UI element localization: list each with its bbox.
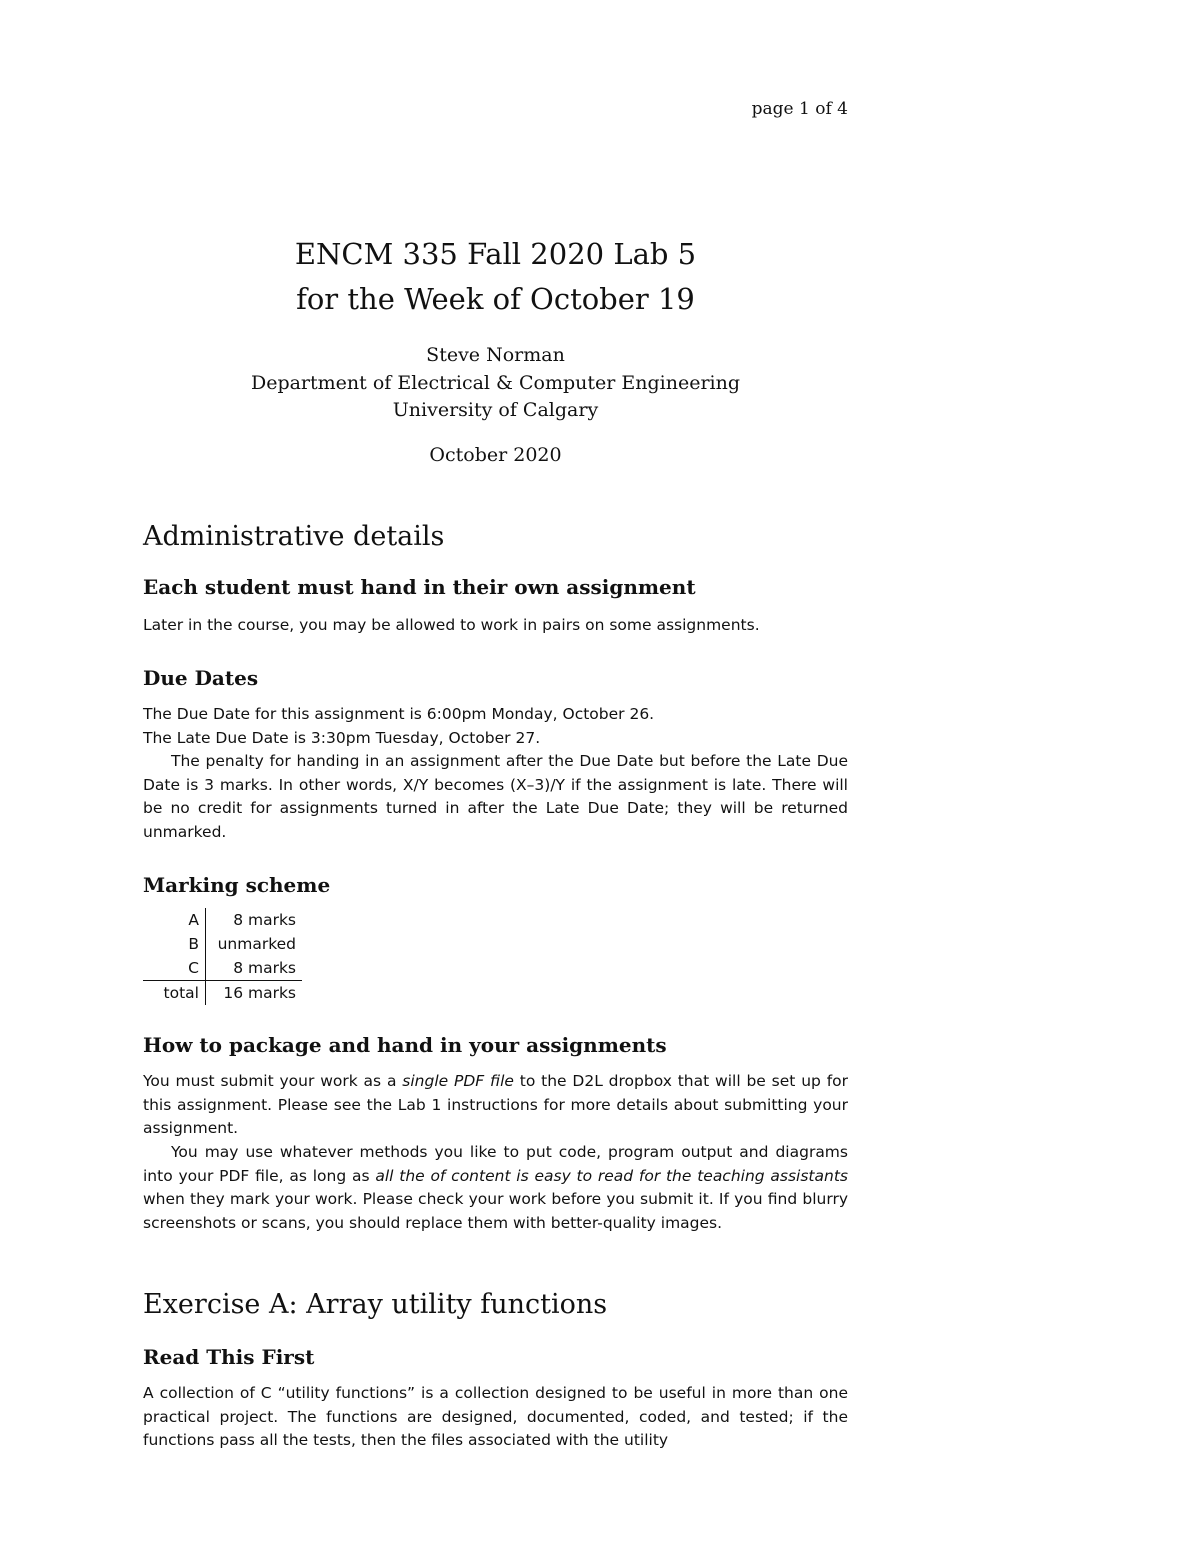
late-due-date-line: The Late Due Date is 3:30pm Tuesday, October 27.: [143, 729, 541, 747]
package-p2-emphasis: all the of content is easy to read for the teaching assistants: [375, 1166, 848, 1185]
marking-scheme-table: [143, 908, 302, 1005]
document-title: [143, 232, 848, 322]
package-p1-text-b: to the D2L dropbox that will be set up for this assignment. Please see the Lab 1 instructions for more details about submitting your assignment.: [143, 1072, 849, 1138]
penalty-paragraph: The penalty for handing in an assignment after the Due Date but before the Late Due Date is 3 marks. In other words, X/Y becomes (X–3)/Y if the assignment is late. There will be no credit for assignments turned in after the Late Due Date; they will be returned unmarked.: [143, 752, 848, 841]
package-p1-emphasis: single PDF file: [402, 1072, 514, 1090]
marking-marks: 8 marks: [206, 956, 303, 981]
author-block: [143, 342, 848, 425]
marking-total-label: total: [143, 981, 206, 1006]
document-date: October 2020: [429, 444, 562, 466]
section-heading-admin: Administrative details: [143, 521, 445, 552]
subheading-own-assignment: Each student must hand in their own assignment: [143, 575, 696, 599]
section-heading-exercise-a: Exercise A: Array utility functions: [143, 1289, 608, 1320]
marking-total-marks: 16 marks: [223, 984, 296, 1002]
author-department: Department of Electrical & Computer Engineering: [250, 371, 741, 394]
package-p1-text-a: You must submit your work as a: [143, 1072, 403, 1090]
package-p2-text-b: when they mark your work. Please check your work before you submit it. If you find blurry screenshots or scans, you should replace them with better-quality images.: [143, 1190, 848, 1232]
marking-part: A: [143, 908, 206, 932]
title-line-1: ENCM 335 Fall 2020 Lab 5: [294, 237, 697, 271]
marking-marks: unmarked: [217, 935, 296, 953]
marking-part: C: [143, 956, 206, 981]
package-paragraph-2: [143, 1141, 848, 1235]
marking-marks: 8 marks: [233, 911, 296, 929]
page-number: page 1 of 4: [751, 99, 848, 119]
subheading-read-this-first: Read This First: [143, 1345, 315, 1369]
author-university: University of Calgary: [392, 399, 599, 421]
read-this-first-paragraph: A collection of C “utility functions” is a collection designed to be useful in more than one practical project. The functions are designed, documented, coded, and tested; if the functions pass all the tests, then the files associated with the utility: [143, 1384, 848, 1450]
marking-row: [143, 932, 302, 956]
author-name: Steve Norman: [426, 344, 565, 366]
title-line-2: for the Week of October 19: [296, 282, 695, 316]
package-p2-text-a: You may use whatever methods you like to put code, program output and diagrams into your PDF file, as long as: [143, 1143, 848, 1185]
subheading-package: How to package and hand in your assignments: [143, 1033, 667, 1057]
marking-row: [143, 956, 302, 981]
own-assignment-text: Later in the course, you may be allowed to work in pairs on some assignments.: [143, 616, 760, 634]
due-date-line: The Due Date for this assignment is 6:00pm Monday, October 26.: [143, 705, 655, 723]
marking-part: B: [143, 932, 206, 956]
marking-row: [143, 908, 302, 932]
subheading-due-dates: Due Dates: [143, 666, 259, 690]
subheading-marking-scheme: Marking scheme: [143, 873, 331, 897]
marking-total-row: [143, 981, 302, 1006]
package-paragraph-1: [143, 1070, 848, 1141]
